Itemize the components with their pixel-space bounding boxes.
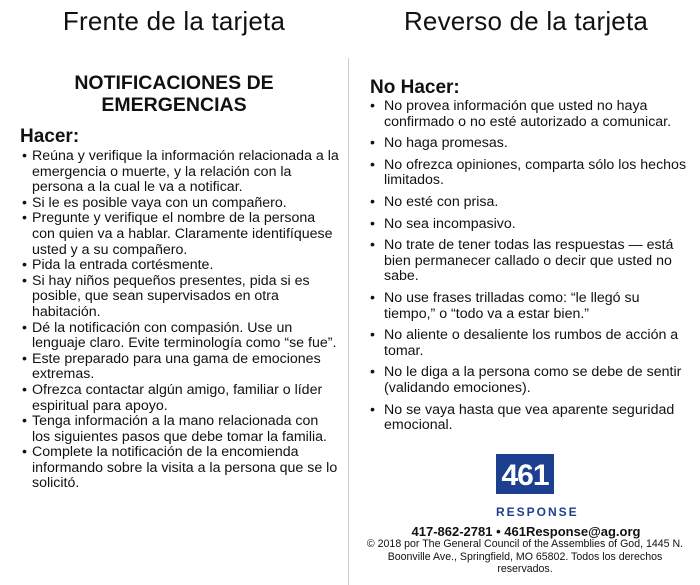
- back-card: [352, 0, 700, 585]
- list-item: • Tenga información a la mano relacionada con los siguientes pasos que debe tomar la familia.: [22, 414, 340, 445]
- card-title-line-2: EMERGENCIAS: [101, 94, 247, 116]
- back-heading: Reverso de la tarjeta: [403, 6, 649, 36]
- contact-line: 417-862-2781 • 461Response@ag.org: [411, 524, 641, 539]
- logo-word: RESPONSE: [496, 505, 579, 519]
- list-item: • No ofrezca opiniones, comparta sólo los hechos limitados.: [370, 158, 690, 189]
- list-item: • No le diga a la persona como se debe de sentir (validando emociones).: [370, 365, 690, 396]
- list-item: • Si le es posible vaya con un compañero.: [22, 196, 340, 212]
- list-item: • Pregunte y verifique el nombre de la persona con quien va a hablar. Claramente identifíquese usted y a su compañero.: [22, 211, 340, 258]
- copyright-notice: © 2018 por The General Council of the Assemblies of God, 1445 N. Boonville Ave., Springfield, MO 65802. Todos los derechos reservados.: [366, 538, 684, 576]
- list-item: • Si hay niños pequeños presentes, pida si es posible, que sean supervisados en otra habitación.: [22, 274, 340, 321]
- list-item: • No trate de tener todas las respuestas — está bien permanecer callado o decir que usted no sabe.: [370, 238, 690, 285]
- card-title-line-1: NOTIFICACIONES DE: [74, 72, 274, 94]
- list-item: • Ofrezca contactar algún amigo, familiar o líder espiritual para apoyo.: [22, 383, 340, 414]
- list-item: • No sea incompasivo.: [370, 217, 690, 233]
- do-list: [22, 149, 340, 492]
- list-item: • Complete la notificación de la encomienda informando sobre la visita a la persona que se lo solicitó.: [22, 445, 340, 492]
- dont-heading: No Hacer:: [370, 77, 460, 98]
- list-item: • No esté con prisa.: [370, 195, 690, 211]
- 461-response-logo: [496, 454, 554, 494]
- list-item: • No use frases trilladas como: “le llegó su tiempo,” o “todo va a estar bien.”: [370, 291, 690, 322]
- list-item: • Este preparado para una gama de emociones extremas.: [22, 352, 340, 383]
- front-heading: Frente de la tarjeta: [62, 6, 286, 36]
- list-item: • No haga promesas.: [370, 136, 690, 152]
- dont-list: [370, 99, 690, 440]
- card-divider: [348, 58, 349, 585]
- list-item: • Dé la notificación con compasión. Use un lenguaje claro. Evite terminología como “se fue”.: [22, 321, 340, 352]
- front-card: [0, 0, 348, 585]
- do-heading: Hacer:: [20, 126, 80, 147]
- list-item: • No aliente o desaliente los rumbos de acción a tomar.: [370, 328, 690, 359]
- list-item: • No se vaya hasta que vea aparente seguridad emocional.: [370, 403, 690, 434]
- logo-number: 461: [501, 459, 549, 492]
- list-item: • Pida la entrada cortésmente.: [22, 258, 340, 274]
- list-item: • No provea información que usted no haya confirmado o no esté autorizado a comunicar.: [370, 99, 690, 130]
- list-item: • Reúna y verifique la información relacionada a la emergencia o muerte, y la relación con la persona a la cual le va a notificar.: [22, 149, 340, 196]
- card-title: [0, 72, 348, 116]
